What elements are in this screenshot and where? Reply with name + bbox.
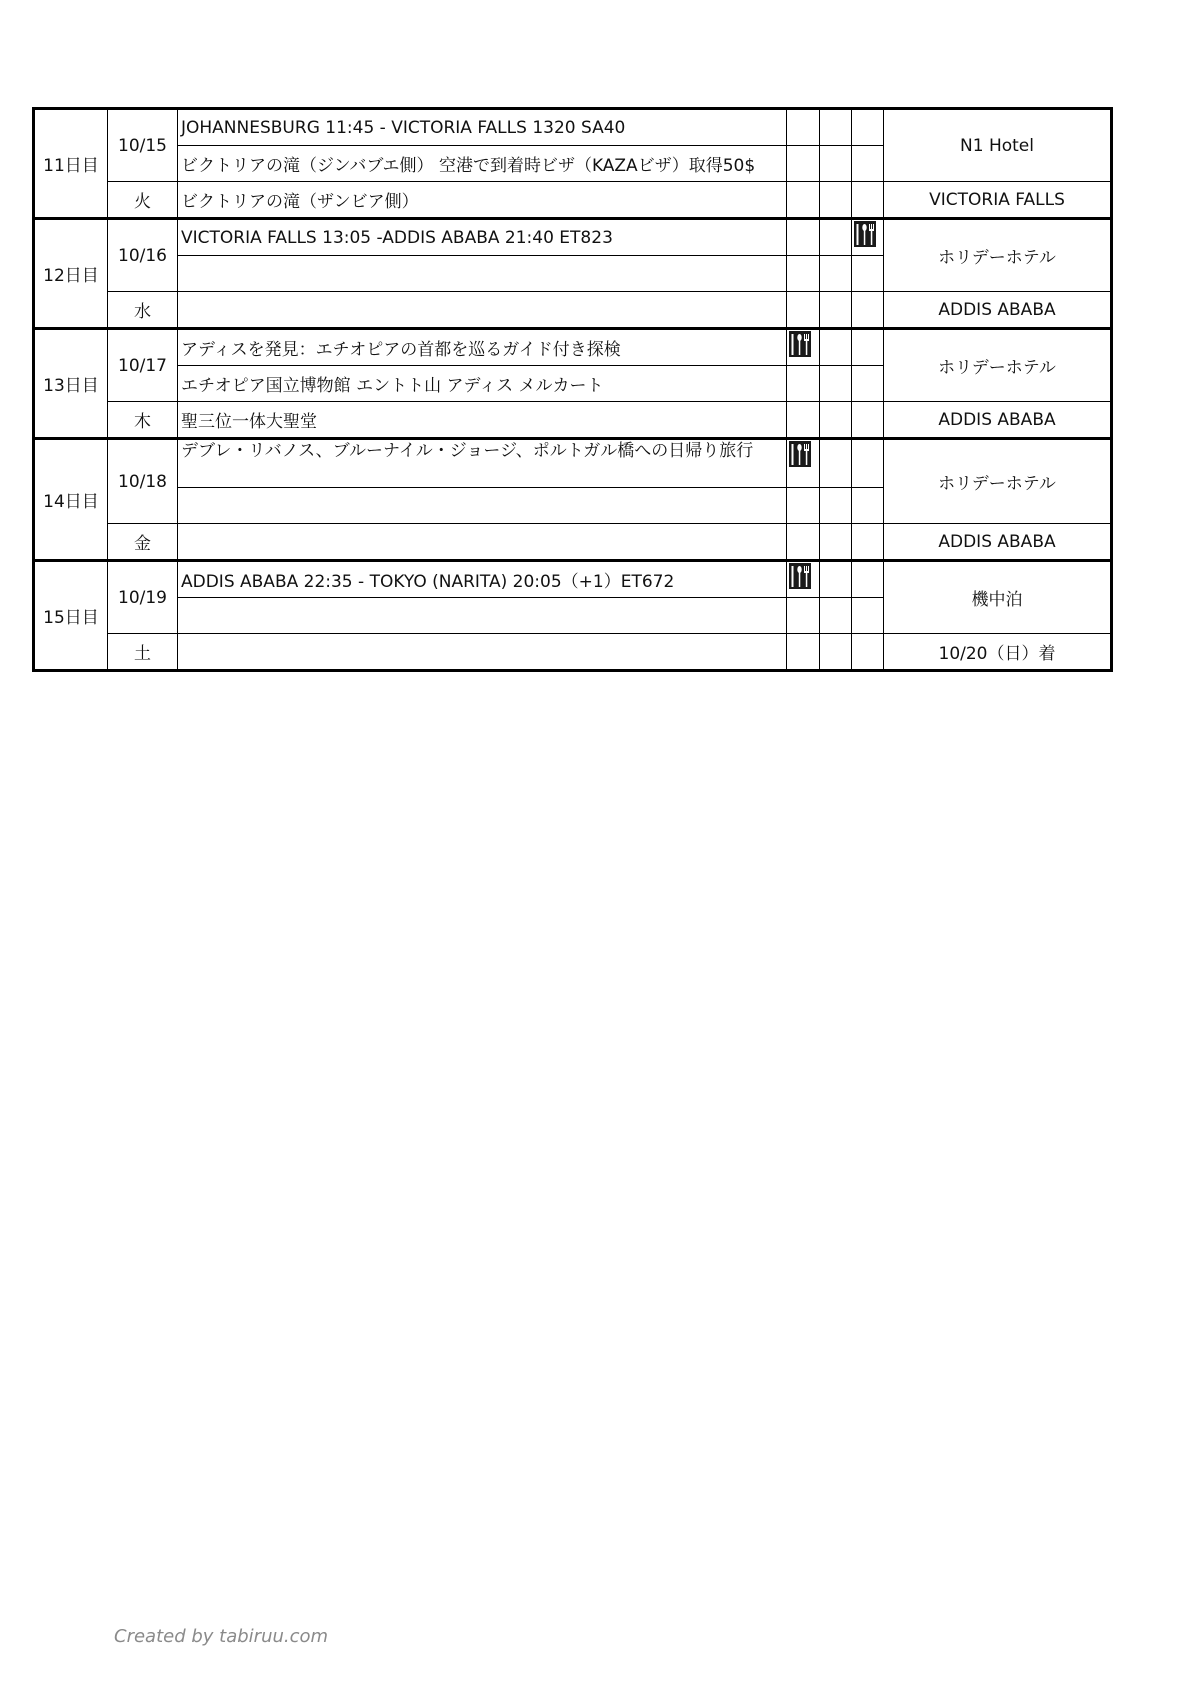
meal-cell [852,524,884,561]
hotel-name: ホリデーホテル [884,219,1112,292]
hotel-name: 機中泊 [884,561,1112,634]
date: 10/18 [108,439,178,524]
activity-cell [178,292,787,329]
meal-cell [852,366,884,402]
day-number: 11日目 [34,109,108,219]
meal-cell [852,109,884,146]
meal-cell [820,329,852,366]
activity-cell [178,598,787,634]
day-number: 12日目 [34,219,108,329]
meal-utensils-icon [789,331,811,357]
hotel-name: ホリデーホテル [884,329,1112,402]
table-row [34,561,1112,598]
hotel-city: ADDIS ABABA [884,524,1112,561]
meal-cell [852,402,884,439]
hotel-name: ホリデーホテル [884,439,1112,524]
activity-cell: VICTORIA FALLS 13:05 -ADDIS ABABA 21:40 ET823 [178,219,787,256]
meal-cell [787,561,820,598]
meal-cell [787,634,820,671]
day-number: 13日目 [34,329,108,439]
table-row [34,402,1112,439]
date: 10/15 [108,109,178,182]
activity-cell: アディスを発見：エチオピアの首都を巡るガイド付き探検 [178,329,787,366]
meal-cell [820,109,852,146]
meal-cell [852,182,884,219]
meal-cell [820,256,852,292]
weekday: 火 [108,182,178,219]
meal-cell [852,439,884,488]
date: 10/17 [108,329,178,402]
activity-cell: 聖三位一体大聖堂 [178,402,787,439]
activity-cell: ビクトリアの滝（ジンバブエ側） 空港で到着時ビザ（KAZAビザ）取得50$ [178,146,787,182]
hotel-name: N1 Hotel [884,109,1112,182]
meal-cell [787,488,820,524]
day-number: 14日目 [34,439,108,561]
meal-cell [852,634,884,671]
activity-cell [178,488,787,524]
meal-cell [787,256,820,292]
meal-cell [820,634,852,671]
meal-cell [852,146,884,182]
meal-cell [852,292,884,329]
weekday: 木 [108,402,178,439]
table-row [34,109,1112,146]
meal-cell [820,182,852,219]
meal-cell [787,109,820,146]
meal-cell [852,598,884,634]
activity-cell: JOHANNESBURG 11:45 - VICTORIA FALLS 1320 SA40 [178,109,787,146]
activity-cell [178,524,787,561]
weekday: 土 [108,634,178,671]
table-row [34,439,1112,488]
meal-cell [852,256,884,292]
meal-cell [820,524,852,561]
meal-cell [820,219,852,256]
date: 10/16 [108,219,178,292]
hotel-city: ADDIS ABABA [884,402,1112,439]
activity-cell [178,634,787,671]
meal-cell [820,598,852,634]
meal-cell [787,524,820,561]
table-row [34,292,1112,329]
meal-cell [787,366,820,402]
meal-cell [787,402,820,439]
date: 10/19 [108,561,178,634]
meal-utensils-icon [789,441,811,467]
meal-cell [820,366,852,402]
meal-cell [852,561,884,598]
meal-cell [787,219,820,256]
day-number: 15日目 [34,561,108,671]
hotel-city: VICTORIA FALLS [884,182,1112,219]
meal-cell [852,329,884,366]
itinerary-table [32,107,1113,672]
meal-utensils-icon [789,563,811,589]
table-row [34,219,1112,256]
meal-cell [787,292,820,329]
table-row [34,634,1112,671]
meal-cell [820,292,852,329]
activity-cell: デブレ・リバノス、ブルーナイル・ジョージ、ポルトガル橋への日帰り旅行 [178,439,787,488]
table-row [34,524,1112,561]
meal-cell [787,598,820,634]
meal-cell [787,439,820,488]
activity-cell: ビクトリアの滝（ザンビア側） [178,182,787,219]
meal-cell [787,146,820,182]
hotel-city: 10/20（日）着 [884,634,1112,671]
meal-cell [820,561,852,598]
meal-cell [852,488,884,524]
meal-cell [787,329,820,366]
activity-cell: ADDIS ABABA 22:35 - TOKYO (NARITA) 20:05（+1）ET672 [178,561,787,598]
meal-cell [787,182,820,219]
weekday: 水 [108,292,178,329]
activity-cell: エチオピア国立博物館 エントト山 アディス メルカート [178,366,787,402]
meal-cell [820,402,852,439]
footer-credit: Created by tabiruu.com [114,1626,329,1647]
meal-cell [820,488,852,524]
table-row [34,182,1112,219]
hotel-city: ADDIS ABABA [884,292,1112,329]
meal-cell [820,146,852,182]
table-row [34,329,1112,366]
meal-cell [820,439,852,488]
meal-utensils-icon [854,221,876,247]
activity-cell [178,256,787,292]
weekday: 金 [108,524,178,561]
meal-cell [852,219,884,256]
